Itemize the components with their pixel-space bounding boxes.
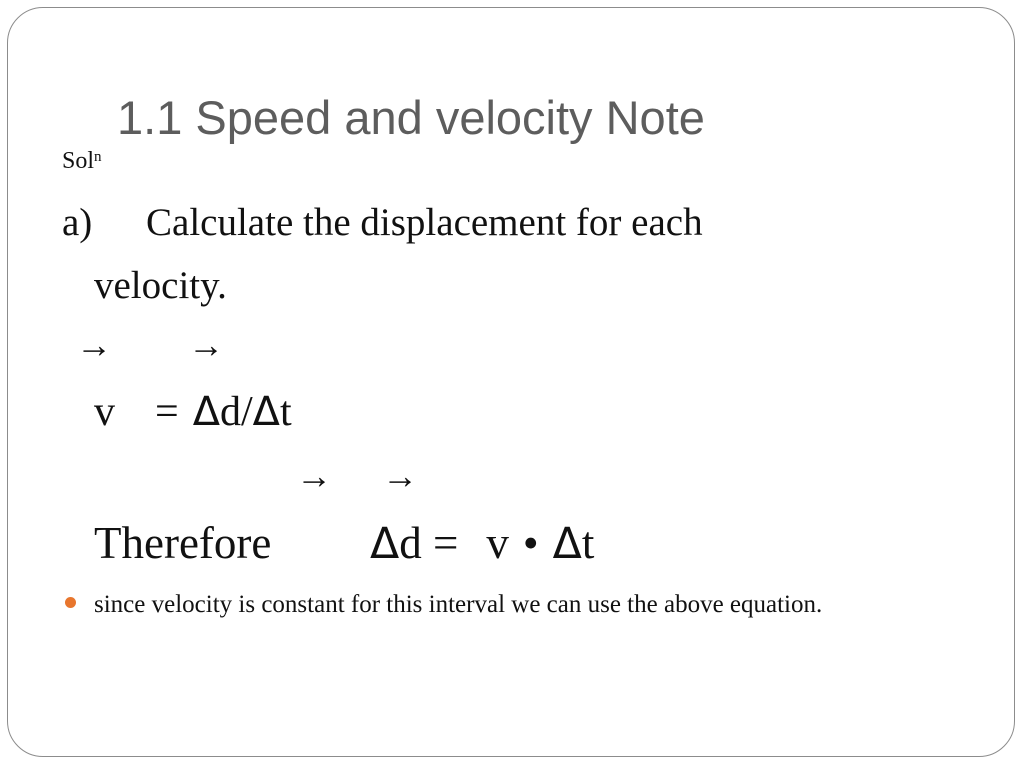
eq1-t: t (279, 389, 292, 435)
eq2-d-equals: d = (399, 518, 459, 568)
vector-arrow-v-2: → (382, 456, 418, 496)
eq2-delta-t: Δ (552, 519, 582, 569)
slide-title: 1.1 Speed and velocity Note (117, 91, 705, 144)
eq2-delta-d: Δ (370, 519, 400, 569)
solution-superscript: n (94, 149, 102, 165)
eq1-delta-t: Δ (252, 389, 280, 435)
eq2-t: t (581, 518, 595, 568)
eq2-v: v (486, 518, 509, 568)
eq1-equals: = (155, 389, 179, 435)
solution-label (62, 146, 102, 176)
eq1-delta-d: Δ (192, 389, 220, 435)
vector-arrow-v: → (76, 325, 112, 365)
bullet-note: since velocity is constant for this interval we can use the above equation. (94, 591, 823, 618)
bullet-icon (65, 597, 76, 608)
eq1-d-over: d/ (219, 389, 253, 435)
therefore-label: Therefore (94, 518, 272, 568)
eq1-v: v (94, 389, 115, 435)
eq2-dot: • (522, 518, 539, 568)
solution-prefix: Sol (62, 148, 95, 174)
velocity-equation (94, 387, 292, 437)
item-marker: a) (62, 201, 93, 244)
vector-arrow-delta-d: → (188, 325, 224, 365)
vector-arrow-delta-d-2: → (296, 456, 332, 496)
displacement-equation (370, 516, 594, 571)
item-text-line1: Calculate the displacement for each (146, 201, 703, 244)
item-text-line2: velocity. (94, 264, 227, 307)
